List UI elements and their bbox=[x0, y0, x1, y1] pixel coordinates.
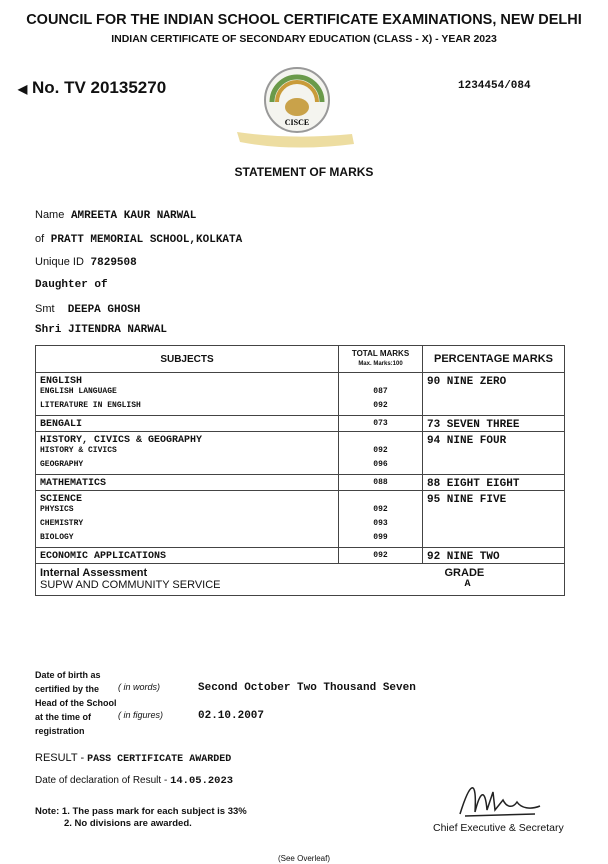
unique-id: 7829508 bbox=[90, 257, 137, 269]
percentage-marks: 94 NINE FOUR bbox=[423, 432, 565, 475]
subject-name: MATHEMATICS bbox=[36, 475, 339, 491]
father-line bbox=[35, 324, 167, 336]
header-total-marks bbox=[339, 346, 423, 373]
result-label: RESULT - bbox=[35, 752, 85, 764]
statement-title: STATEMENT OF MARKS bbox=[234, 165, 374, 179]
note bbox=[35, 806, 247, 830]
component-name: CHEMISTRY bbox=[36, 519, 339, 533]
component-marks: 092 bbox=[339, 505, 423, 519]
in-figures-label: ( in figures) bbox=[118, 710, 164, 720]
subject-marks bbox=[339, 432, 423, 447]
of-label: of bbox=[35, 233, 45, 245]
internal-assessment-row bbox=[36, 579, 565, 596]
dob-figures: 02.10.2007 bbox=[198, 710, 265, 722]
subject-name: SCIENCE bbox=[36, 491, 339, 506]
father-prefix: Shri bbox=[35, 324, 62, 336]
note-1: 1. The pass mark for each subject is 33% bbox=[61, 806, 247, 817]
component-name: HISTORY & CIVICS bbox=[36, 446, 339, 460]
name-label: Name bbox=[35, 209, 65, 221]
exam-heading: INDIAN CERTIFICATE OF SECONDARY EDUCATION (CLASS - X) - YEAR 2023 bbox=[111, 33, 497, 45]
subject-marks bbox=[339, 373, 423, 388]
relation: Daughter of bbox=[35, 279, 108, 291]
subject-name: ENGLISH bbox=[36, 373, 339, 388]
signature bbox=[455, 772, 545, 827]
subject-name: BENGALI bbox=[36, 416, 339, 432]
subject-row bbox=[36, 432, 565, 447]
subject-marks: 092 bbox=[339, 548, 423, 564]
father-name: JITENDRA NARWAL bbox=[68, 324, 168, 336]
component-name: GEOGRAPHY bbox=[36, 460, 339, 475]
reference-number: 1234454/084 bbox=[458, 80, 531, 92]
candidate-name: AMREETA KAUR NARWAL bbox=[70, 210, 197, 222]
dob-label-2: certified by the bbox=[35, 684, 100, 694]
school-name: PRATT MEMORIAL SCHOOL,KOLKATA bbox=[50, 234, 243, 246]
school-line bbox=[35, 233, 242, 246]
component-marks: 092 bbox=[339, 446, 423, 460]
note-label: Note: bbox=[35, 806, 60, 817]
component-marks: 099 bbox=[339, 533, 423, 548]
internal-subject: SUPW AND COMMUNITY SERVICE bbox=[36, 579, 423, 596]
mother-line bbox=[35, 303, 140, 316]
header-subjects: SUBJECTS bbox=[36, 346, 339, 373]
name-line bbox=[35, 209, 196, 222]
cert-no-text: No. TV 20135270 bbox=[31, 78, 167, 97]
component-marks: 087 bbox=[339, 387, 423, 401]
uid-label: Unique ID bbox=[35, 256, 84, 268]
percentage-marks: 92 NINE TWO bbox=[423, 548, 565, 564]
marks-table bbox=[35, 345, 565, 596]
note-2: 2. No divisions are awarded. bbox=[64, 818, 192, 829]
component-name: ENGLISH LANGUAGE bbox=[36, 387, 339, 401]
subject-row bbox=[36, 475, 565, 491]
subject-row bbox=[36, 373, 565, 388]
subject-row bbox=[36, 548, 565, 564]
mother-prefix: Smt bbox=[35, 303, 55, 315]
subject-name: ECONOMIC APPLICATIONS bbox=[36, 548, 339, 564]
declaration-line bbox=[35, 775, 233, 787]
declaration-date: 14.05.2023 bbox=[170, 775, 234, 787]
internal-assessment-label: Internal Assessment bbox=[36, 564, 423, 580]
subject-marks: 073 bbox=[339, 416, 423, 432]
cisce-logo bbox=[232, 62, 362, 157]
table-header bbox=[36, 346, 565, 373]
subject-name: HISTORY, CIVICS & GEOGRAPHY bbox=[36, 432, 339, 447]
internal-assessment-header bbox=[36, 564, 565, 580]
component-name: LITERATURE IN ENGLISH bbox=[36, 401, 339, 416]
pointer-icon: ◀ bbox=[18, 82, 28, 96]
signatory-title: Chief Executive & Secretary bbox=[433, 822, 564, 834]
percentage-marks: 95 NINE FIVE bbox=[423, 491, 565, 548]
dob-label-4: at the time of bbox=[35, 712, 92, 722]
dob-label bbox=[35, 668, 117, 738]
dob-label-3: Head of the School bbox=[35, 698, 117, 708]
component-name: PHYSICS bbox=[36, 505, 339, 519]
header-percentage: PERCENTAGE MARKS bbox=[423, 346, 565, 373]
percentage-marks: 88 EIGHT EIGHT bbox=[423, 475, 565, 491]
component-name: BIOLOGY bbox=[36, 533, 339, 548]
percentage-marks: 73 SEVEN THREE bbox=[423, 416, 565, 432]
dob-label-1: Date of birth as bbox=[35, 670, 101, 680]
component-marks: 093 bbox=[339, 519, 423, 533]
dob-label-5: registration bbox=[35, 726, 85, 736]
component-marks: 096 bbox=[339, 460, 423, 475]
internal-grade: A bbox=[423, 579, 565, 596]
mother-name: DEEPA GHOSH bbox=[67, 304, 141, 316]
council-heading: COUNCIL FOR THE INDIAN SCHOOL CERTIFICATE EXAMINATIONS, NEW DELHI bbox=[26, 12, 582, 28]
subject-marks bbox=[339, 491, 423, 506]
percentage-marks: 90 NINE ZERO bbox=[423, 373, 565, 416]
see-overleaf: (See Overleaf) bbox=[277, 854, 331, 863]
certificate-number bbox=[18, 78, 166, 98]
result-value: PASS CERTIFICATE AWARDED bbox=[87, 754, 232, 765]
max-marks-label: Max. Marks:100 bbox=[358, 361, 403, 367]
subject-row bbox=[36, 491, 565, 506]
subject-row bbox=[36, 416, 565, 432]
in-words-label: ( in words) bbox=[118, 682, 161, 692]
result-line bbox=[35, 752, 231, 765]
uid-line bbox=[35, 256, 137, 269]
dob-words: Second October Two Thousand Seven bbox=[198, 682, 416, 694]
subject-marks: 088 bbox=[339, 475, 423, 491]
grade-label: GRADE bbox=[423, 564, 565, 580]
declaration-label: Date of declaration of Result - bbox=[35, 775, 168, 786]
svg-text:CISCE: CISCE bbox=[284, 118, 310, 127]
total-marks-label: TOTAL MARKS bbox=[351, 349, 410, 358]
component-marks: 092 bbox=[339, 401, 423, 416]
